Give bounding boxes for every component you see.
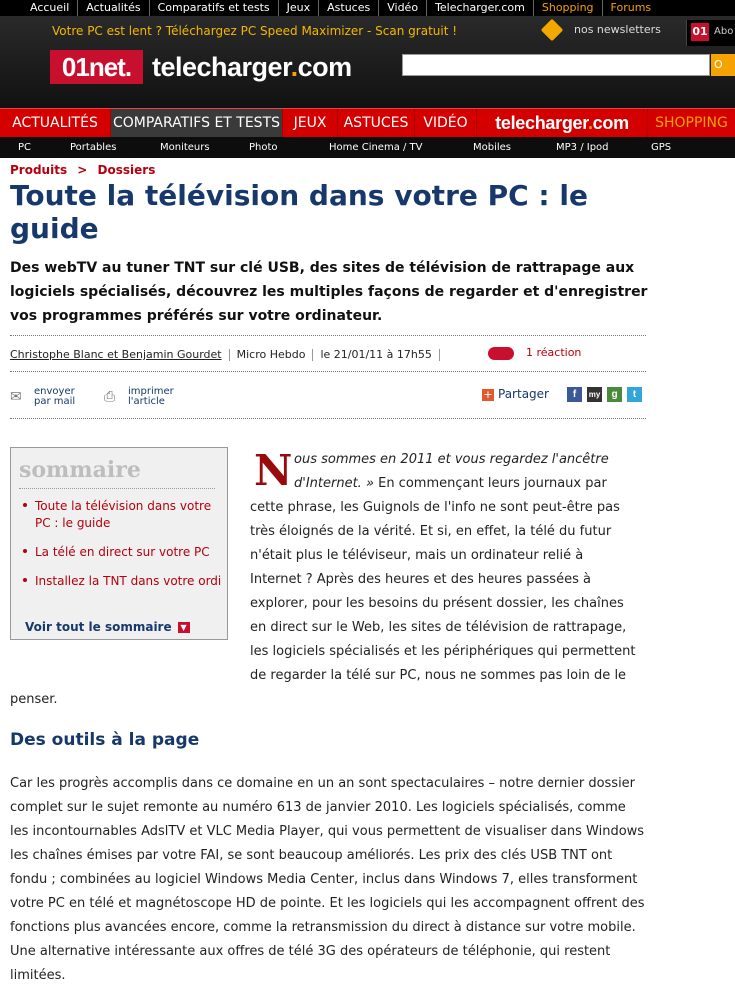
source-label: Micro Hebdo	[236, 348, 306, 361]
topnav-video[interactable]: Vidéo	[379, 0, 427, 16]
intro-line	[250, 448, 646, 472]
nav-tc-dot: .	[587, 113, 593, 133]
topnav-astuces[interactable]: Astuces	[319, 0, 379, 16]
reactions-link[interactable]	[488, 346, 581, 360]
intro-line: de regarder la télé sur PC, nous ne sommes pas loin de le	[250, 668, 627, 683]
google-icon[interactable]: g	[607, 387, 622, 402]
promo-link[interactable]: Votre PC est lent ? Téléchargez PC Speed Maximizer - Scan gratuit !	[52, 24, 458, 38]
subnav-pc[interactable]: PC	[18, 142, 32, 153]
intro-line: Internet ? Après des heures et des heures passées à	[250, 572, 591, 587]
intro-line: cette phrase, les Guignols de l'info ne sont peut-être pas	[250, 500, 620, 515]
subnav-portables[interactable]: Portables	[70, 142, 117, 153]
intro-italic-1: ous sommes en 2011 et vous regardez l'ancêtre	[294, 452, 609, 467]
intro-line: les logiciels spécialisés et les périphériques qui permettent	[250, 644, 636, 659]
topnav-jeux[interactable]: Jeux	[279, 0, 320, 16]
subscribe-corner[interactable]	[686, 20, 735, 46]
intro-line	[250, 472, 646, 496]
myspace-icon[interactable]: my	[587, 387, 602, 402]
article-title: Toute la télévision dans votre PC : le guide	[10, 179, 588, 245]
subnav-mp3[interactable]: MP3 / Ipod	[556, 142, 609, 153]
subnav-gps[interactable]: GPS	[651, 142, 672, 153]
logo-tc-dot: .	[290, 52, 298, 82]
logo-tc-main: telecharger	[152, 52, 291, 82]
subnav-photo[interactable]: Photo	[249, 142, 278, 153]
subnav-moniteurs[interactable]: Moniteurs	[160, 142, 210, 153]
mainnav-comparatifs[interactable]: COMPARATIFS ET TESTS	[111, 109, 283, 137]
envelope-icon: ✉	[10, 389, 22, 405]
telecharger-logo[interactable]	[152, 50, 352, 84]
breadcrumb-produits[interactable]: Produits	[10, 163, 68, 177]
drop-cap: N	[254, 446, 293, 495]
article-lead: Des webTV au tuner TNT sur clé USB, des sites de télévision de rattrapage aux logiciels spécialisés, découvrez les multiples façons de regarder et d'enregistrer vos programmes préférés sur votre ordinateur.	[10, 260, 648, 324]
topnav-forums[interactable]: Forums	[610, 1, 652, 14]
intro-rest-1: En commençant leurs journaux par	[373, 476, 607, 491]
summary-title: sommaire	[19, 457, 141, 483]
main-navigation	[0, 108, 735, 137]
site-header	[0, 16, 735, 108]
section-heading: Des outils à la page	[10, 730, 200, 750]
summary-item[interactable]: La télé en direct sur votre PC	[23, 544, 223, 561]
topnav-shopping[interactable]: Shopping	[534, 0, 603, 16]
topnav-actualites[interactable]: Actualités	[78, 0, 149, 16]
date-label: le 21/01/11 à 17h55	[320, 348, 432, 361]
mainnav-video[interactable]: VIDÉO	[415, 109, 477, 137]
mainnav-telecharger[interactable]	[477, 109, 648, 137]
divider	[10, 335, 646, 336]
search-button[interactable]: O	[711, 54, 735, 76]
mainnav-jeux[interactable]: JEUX	[283, 109, 338, 137]
printer-icon: ⎙	[104, 389, 116, 405]
summary-box	[10, 447, 228, 640]
subscribe-label: Abo	[714, 26, 734, 37]
comment-bubble-icon	[488, 347, 514, 360]
intro-line: explorer, pour les besoins du présent dossier, les chaînes	[250, 596, 624, 611]
summary-item[interactable]: Toute la télévision dans votre PC : le guide	[23, 498, 223, 532]
article-body: Car les progrès accomplis dans ce domaine en un an sont spectaculaires – notre dernier dossier complet sur le sujet remonte au numéro 613 de janvier 2010. Les logiciels spécialisés, comme les incontournables AdslTV et VLC Media Player, qui vous permettent de visualiser dans Windows les chaînes émises par votre FAI, se sont beaucoup améliorés. Les prix des clés USB TNT ont fondu ; combinées au logiciel Windows Media Center, inclus dans Windows 7, elles transforment votre PC en télé et magnétoscope HD de pointe. Et les logiciels qui les accompagnent offrent des fonctions plus avancées encore, comme la retransmission du direct à distance sur votre mobile. Une alternative intéressante aux offres de télé 3G des opérateurs de téléphonie, qui restent limitées.	[10, 776, 645, 983]
intro-line: n'était plus le téléviseur, mais un ordinateur relié à	[250, 548, 584, 563]
newsletters-link[interactable]	[544, 22, 661, 38]
search-input[interactable]	[402, 54, 710, 76]
topnav-telecharger[interactable]: Telecharger.com	[427, 0, 534, 16]
subnav-home-cinema[interactable]: Home Cinema / TV	[329, 142, 423, 153]
intro-line: en direct sur le Web, les sites de télévision de rattrapage,	[250, 620, 627, 635]
email-article-button[interactable]	[10, 387, 90, 409]
byline-separator	[312, 349, 313, 361]
newsletters-label: nos newsletters	[574, 23, 661, 36]
share-button[interactable]	[482, 387, 549, 401]
topnav-accueil[interactable]: Accueil	[22, 0, 78, 16]
01net-logo[interactable]: 01net.	[50, 50, 143, 84]
plus-icon: +	[483, 387, 493, 401]
mainnav-shopping[interactable]: SHOPPING	[655, 115, 728, 131]
subnav-mobiles[interactable]: Mobiles	[473, 142, 512, 153]
print-label-1: imprimer	[128, 386, 174, 397]
nav-tc-end: com	[592, 113, 629, 133]
see-all-summary-link[interactable]	[25, 620, 190, 634]
byline-separator	[439, 349, 440, 361]
byline-separator	[229, 349, 230, 361]
sub-navigation	[0, 137, 735, 158]
print-label	[128, 387, 174, 407]
email-label-2: par mail	[34, 396, 76, 407]
twitter-icon[interactable]: t	[627, 387, 642, 402]
article-tools	[10, 387, 646, 411]
breadcrumb	[10, 163, 155, 177]
divider	[10, 418, 646, 419]
facebook-icon[interactable]: f	[567, 387, 582, 402]
breadcrumb-separator: >	[77, 163, 88, 177]
article-byline	[10, 347, 447, 363]
summary-item[interactable]: Installez la TNT dans votre ordi	[23, 573, 223, 590]
print-article-button[interactable]	[104, 387, 184, 409]
mainnav-actualites[interactable]: ACTUALITÉS	[0, 109, 111, 137]
chevron-down-icon: ▼	[178, 622, 190, 633]
intro-italic-2: d'Internet. »	[294, 476, 374, 491]
email-label-1: envoyer	[34, 386, 75, 397]
reactions-count: 1 réaction	[526, 346, 582, 359]
mainnav-astuces[interactable]: ASTUCES	[338, 109, 415, 137]
print-label-2: l'article	[128, 396, 165, 407]
01-badge-icon: 01	[691, 23, 709, 41]
see-all-label: Voir tout le sommaire	[25, 620, 172, 634]
breadcrumb-dossiers[interactable]: Dossiers	[97, 163, 156, 177]
logo-tc-end: com	[297, 52, 352, 82]
intro-line: très éloignés de la vérité. Et si, en effet, la télé du futur	[250, 524, 612, 539]
authors-link[interactable]: Christophe Blanc et Benjamin Gourdet	[10, 348, 222, 361]
email-label	[34, 387, 75, 407]
divider	[10, 371, 646, 372]
intro-line: penser.	[10, 692, 58, 707]
summary-list	[23, 498, 223, 602]
topnav-comparatifs[interactable]: Comparatifs et tests	[150, 0, 279, 16]
top-navigation	[0, 0, 735, 16]
share-label: Partager	[498, 387, 549, 401]
nav-tc-main: telecharger	[495, 113, 588, 133]
newsletter-icon	[541, 19, 564, 42]
